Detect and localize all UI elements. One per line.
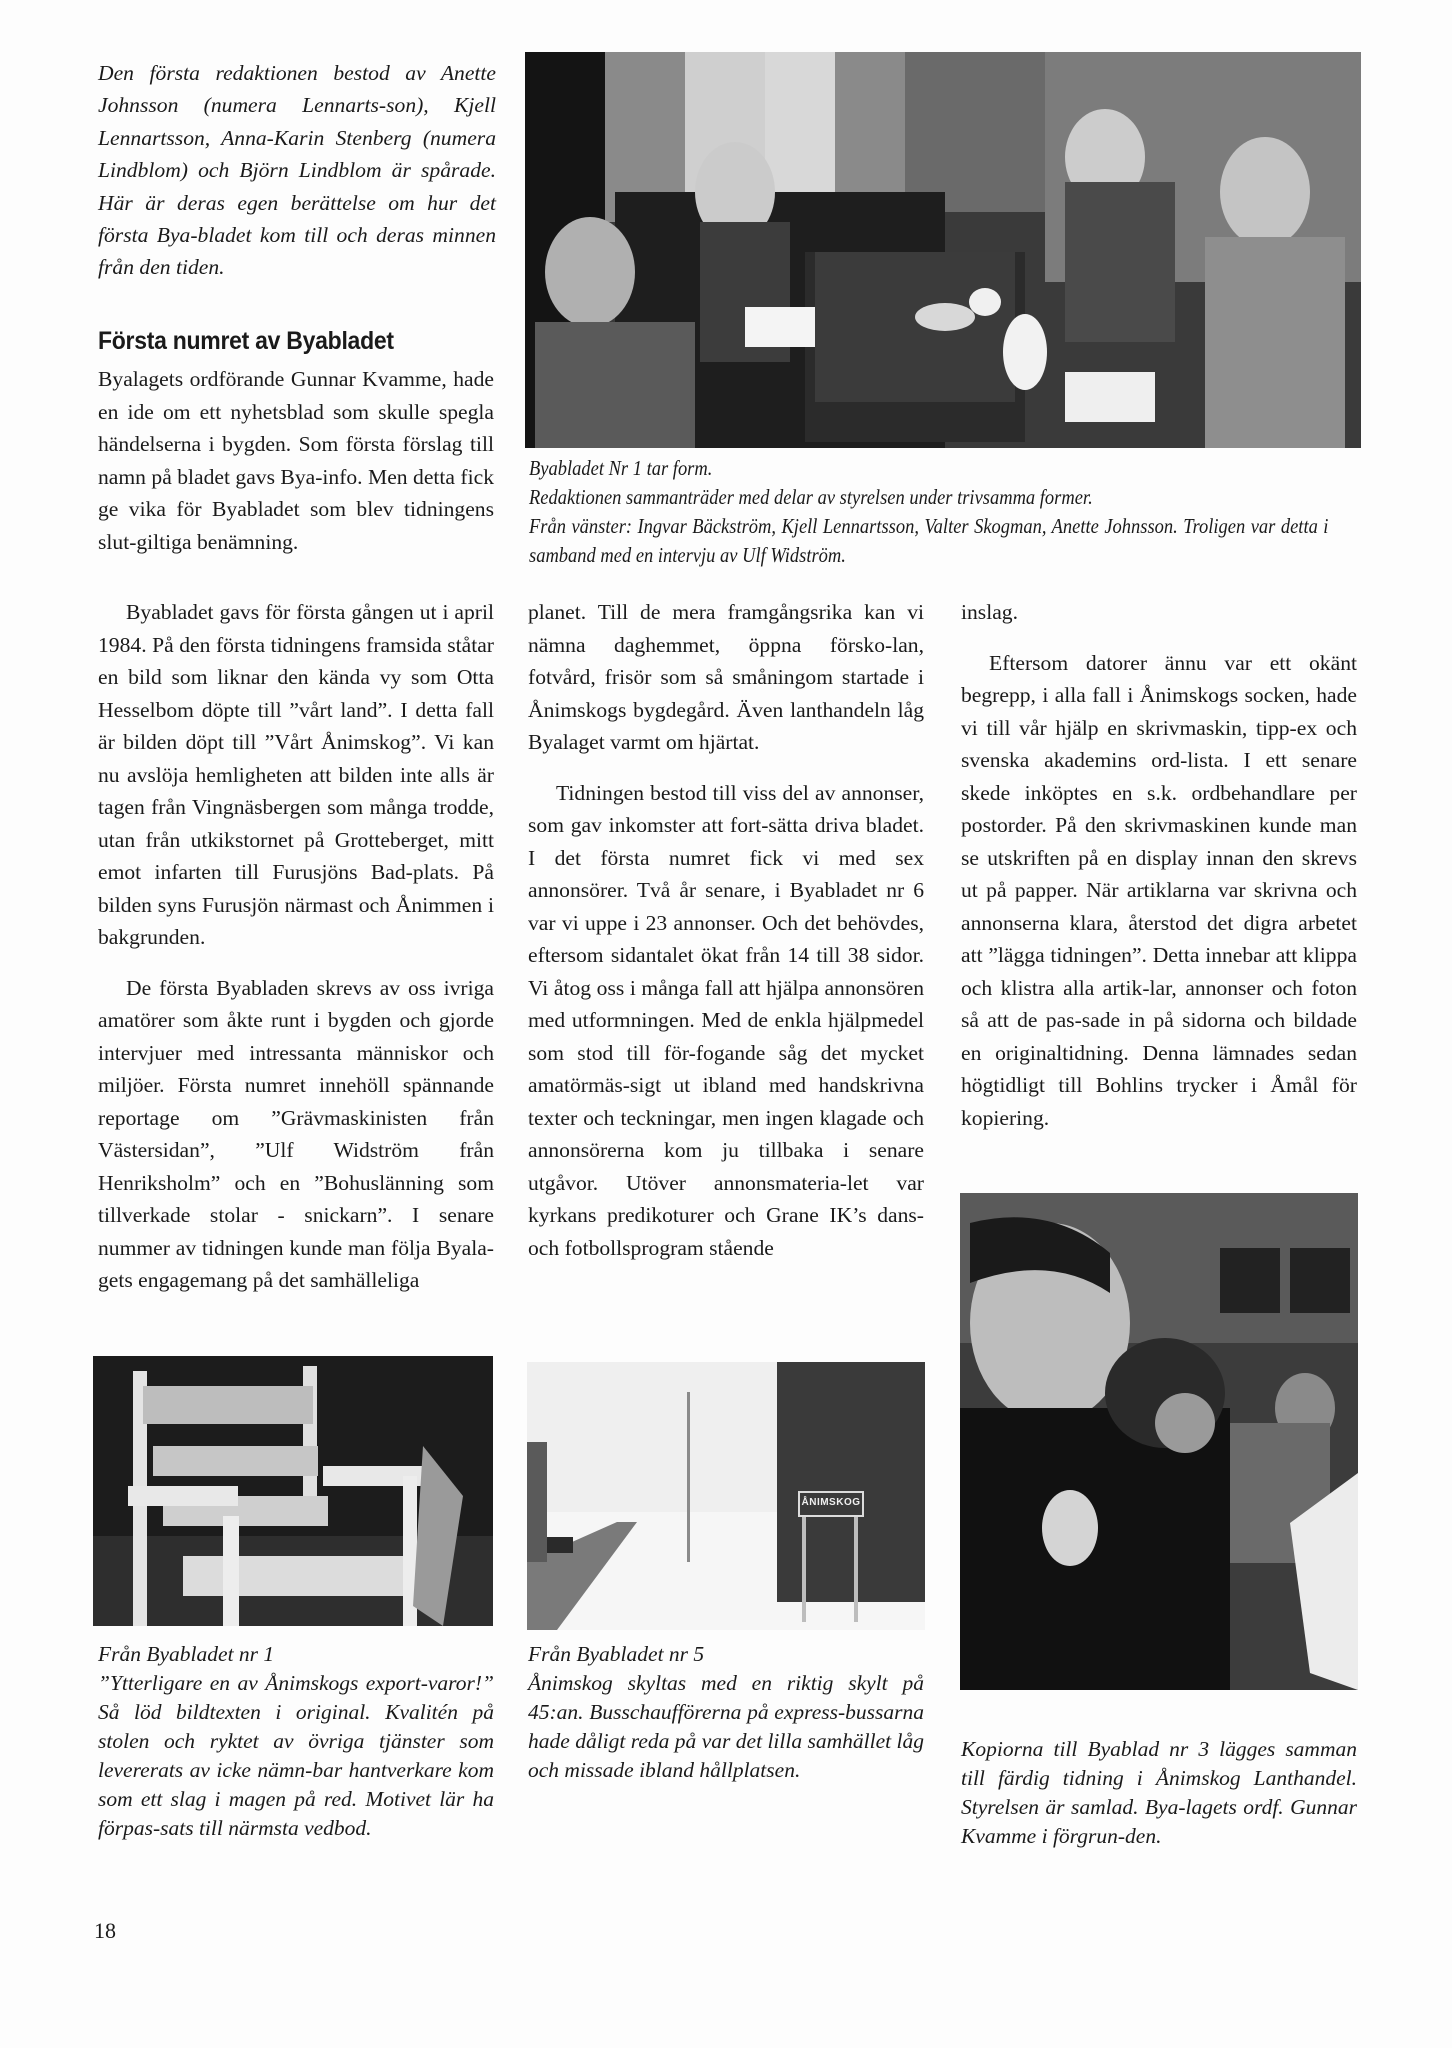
column-3 [961, 596, 1357, 1134]
road-caption [528, 1640, 924, 1785]
meeting-photo-image [525, 52, 1361, 448]
chair-caption-body: ”Ytterligare en av Ånimskogs export-varor!” Så löd bildtexten i original. Kvalitén på stolen och ryktet av övriga tjänster som levererats av icke nämn-bar hantverkare kom som ett slag i magen på red. Motivet lär ha förpas-sats till närmsta vedbod. [98, 1671, 494, 1840]
chair-caption-title: Från Byabladet nr 1 [98, 1642, 275, 1666]
road-photo-image [527, 1362, 925, 1630]
section-heading: Första numret av Byabladet [98, 327, 394, 355]
chair-photo-image [93, 1356, 493, 1626]
road-caption-body: Ånimskog skyltas med en riktig skylt på 45:an. Busschaufförerna på express-bussarna hade dåligt reda på var det lilla samhället låg och missade ibland hållplatsen. [528, 1671, 924, 1782]
lead-paragraph: Byalagets ordförande Gunnar Kvamme, hade en ide om ett nyhetsblad som skulle spegla händelserna i bygden. Som första förslag till namn på bladet gavs Bya-info. Men detta fick ge vika för Byabladet som blev tidningens slut-giltiga benämning. [98, 367, 494, 554]
meeting-caption-line-1: Byabladet Nr 1 tar form. [529, 456, 713, 480]
col1-paragraph-1: Byabladet gavs för första gången ut i april 1984. På den första tidningens framsida ståtar en bild som liknar den kända vy som Otta Hesselbom döpte till ”vårt land”. I detta fall är bilden döpt till ”Vårt Ånimskog”. Vi kan nu avslöja hemligheten att bilden inte alls är tagen från Vingnäsbergen som många trodde, utan från utkikstornet på Grotteberget, mitt emot infarten till Furusjöns Bad-plats. På bilden syns Furusjön närmast och Ånimmen i bakgrunden. [98, 600, 494, 949]
meeting-caption [529, 454, 1359, 570]
meeting-caption-line-3: Från vänster: Ingvar Bäckström, Kjell Lennartsson, Valter Skogman, Anette Johnsson. Troligen var detta i samband med en intervju av Ulf Widström. [529, 514, 1329, 567]
column-1 [98, 596, 494, 1297]
col2-paragraph-1: planet. Till de mera framgångsrika kan vi nämna daghemmet, öppna försko-lan, fotvård, frisör som så småningom startade i Ånimskogs bygdegård. Även lanthandeln låg Byalaget varmt om hjärtat. [528, 600, 924, 754]
shop-photo [960, 1193, 1358, 1690]
col2-paragraph-2: Tidningen bestod till viss del av annonser, som gav inkomster att fort-sätta driva bladet. I det första numret fick vi med sex annonsörer. Två år senare, i Byabladet nr 6 var vi uppe i 23 annonser. Och det behövdes, eftersom sidantalet ökat från 14 till 38 sidor. Vi åtog oss i många fall att hjälpa annonsören med utformningen. Med de enkla hjälpmedel som stod till för-fogande såg det mycket amatörmäs-sigt ut ibland med handskrivna texter och teckningar, men ingen klagade och annonsörerna kom ju tillbaka i senare utgåvor. Utöver annonsmateria-let var kyrkans predikoturer och Grane IK’s dans- och fotbollsprogram stående [528, 780, 924, 1260]
col3-paragraph-2: Eftersom datorer ännu var ett okänt begrepp, i alla fall i Ånimskogs socken, hade vi till vår hjälp en skrivmaskin, tipp-ex och svenska akademins ord-lista. I ett senare skede inköptes en s.k. ordbehandlare per postorder. På den skrivmaskinen kunde man se utskriften på en display innan den skrevs ut på papper. När artiklarna var skrivna och annonserna klara, återstod det digra arbetet att ”lägga tidningen”. Detta innebar att klippa och klistra alla artik-lar, annonser och foton så att de pas-sade in på sidorna och bildade en originaltidning. Denna lämnades sedan högtidligt till Bohlins trycker i Åmål för kopiering. [961, 650, 1357, 1130]
road-caption-title: Från Byabladet nr 5 [528, 1642, 705, 1666]
animskog-sign-text: ÅNIMSKOG [801, 1497, 861, 1508]
shop-caption [961, 1735, 1357, 1851]
shop-caption-text: Kopiorna till Byablad nr 3 lägges samman till färdig tidning i Ånimskog Lanthandel. Styrelsen är samlad. Bya-lagets ordf. Gunnar Kvamme i förgrun-den. [961, 1737, 1357, 1848]
col1-paragraph-2: De första Byabladen skrevs av oss ivriga amatörer som åkte runt i bygden och gjorde intervjuer med intressanta människor och miljöer. Första numret innehöll spännande reportage om ”Grävmaskinisten från Västersidan”, ”Ulf Widström från Henriksholm” och en ”Bohuslänning som tillverkade stolar - snickarn”. I senare nummer av tidningen kunde man följa Byala-gets engagemang på det samhälleliga [98, 975, 494, 1292]
page-number: 18 [94, 1918, 116, 1943]
shop-photo-image [960, 1193, 1358, 1690]
chair-caption [98, 1640, 494, 1843]
meeting-photo [525, 52, 1361, 448]
chair-photo [93, 1356, 493, 1626]
road-photo [527, 1362, 925, 1630]
intro-paragraph: Den första redaktionen bestod av Anette Johnsson (numera Lennarts-son), Kjell Lennartsson, Anna-Karin Stenberg (numera Lindblom) och Björn Lindblom är spårade. Här är deras egen berättelse om hur det första Bya-bladet kom till och deras minnen från den tiden. [98, 61, 496, 280]
col3-paragraph-1: inslag. [961, 600, 1018, 624]
column-2 [528, 596, 924, 1264]
meeting-caption-line-2: Redaktionen sammanträder med delar av styrelsen under trivsamma former. [529, 485, 1093, 509]
